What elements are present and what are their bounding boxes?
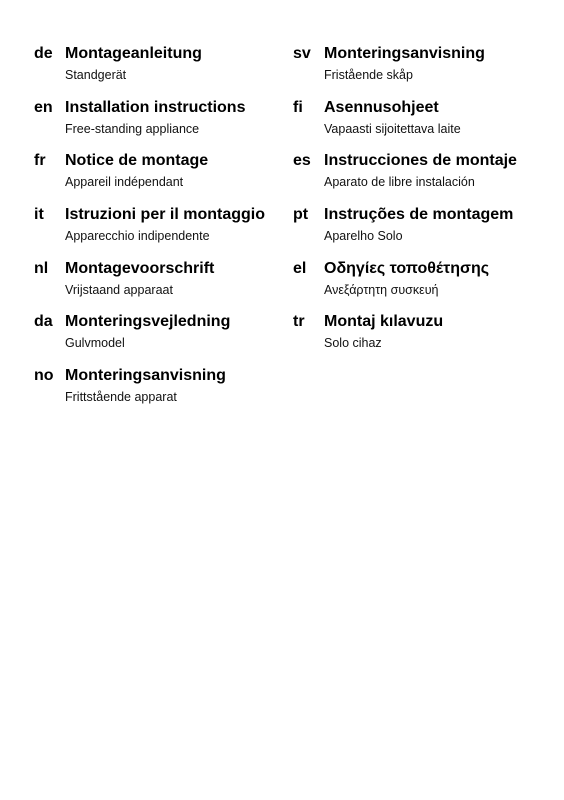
language-code: no	[34, 367, 54, 385]
language-code: de	[34, 45, 53, 62]
language-entry-fi	[293, 98, 553, 152]
language-entry-en	[34, 98, 284, 152]
language-code: en	[34, 98, 53, 116]
language-code: nl	[34, 259, 49, 277]
manual-subtitle: Solo cihaz	[324, 336, 382, 351]
language-entry-sv	[293, 44, 553, 98]
manual-title: Montaj kılavuzu	[324, 313, 444, 331]
language-code: fi	[293, 98, 303, 116]
manual-title: Monteringsanvisning	[65, 367, 226, 385]
manual-subtitle: Gulvmodel	[65, 336, 125, 351]
language-code: tr	[293, 313, 305, 331]
manual-title: Monteringsanvisning	[324, 45, 485, 62]
manual-subtitle: Free-standing appliance	[65, 121, 200, 136]
language-code: it	[34, 206, 44, 224]
manual-title: Monteringsvejledning	[65, 313, 231, 331]
manual-subtitle: Fristående skåp	[324, 68, 413, 82]
language-entry-tr	[293, 312, 553, 366]
language-entry-it	[34, 205, 284, 259]
language-code: pt	[293, 206, 309, 224]
manual-title: Asennusohjeet	[324, 98, 439, 116]
language-entry-nl	[34, 259, 284, 313]
language-code: el	[293, 259, 307, 277]
manual-subtitle: Frittstående apparat	[65, 390, 177, 405]
language-entry-pt	[293, 205, 553, 259]
manual-subtitle: Aparelho Solo	[324, 229, 403, 244]
language-code: fr	[34, 152, 46, 170]
language-entry-es	[293, 151, 553, 205]
manual-title: Montagevoorschrift	[65, 259, 215, 277]
manual-subtitle: Vrijstaand apparaat	[65, 282, 173, 297]
manual-title: Instrucciones de montaje	[324, 152, 517, 170]
language-code: da	[34, 313, 53, 331]
manual-title: Montageanleitung	[65, 45, 202, 62]
manual-subtitle: Appareil indépendant	[65, 175, 184, 190]
manual-title: Οδηγίες τοποθέτησης	[324, 259, 490, 277]
language-entry-de	[34, 44, 284, 98]
manual-title: Instruções de montagem	[324, 206, 514, 224]
manual-subtitle: Aparato de libre instalación	[324, 175, 475, 190]
manual-subtitle: Vapaasti sijoitettava laite	[324, 121, 461, 136]
language-code: sv	[293, 45, 311, 62]
manual-subtitle: Ανεξάρτητη συσκευή	[324, 282, 439, 297]
manual-subtitle: Standgerät	[65, 68, 127, 82]
language-column-right	[293, 44, 553, 366]
language-entry-no	[34, 366, 284, 420]
manual-subtitle: Apparecchio indipendente	[65, 229, 210, 244]
manual-title: Installation instructions	[65, 98, 246, 116]
manual-title: Istruzioni per il montaggio	[65, 206, 265, 224]
language-entry-el	[293, 259, 553, 313]
language-code: es	[293, 152, 311, 170]
manual-title: Notice de montage	[65, 152, 209, 170]
language-column-left	[34, 44, 284, 420]
language-entry-da	[34, 312, 284, 366]
language-entry-fr	[34, 151, 284, 205]
